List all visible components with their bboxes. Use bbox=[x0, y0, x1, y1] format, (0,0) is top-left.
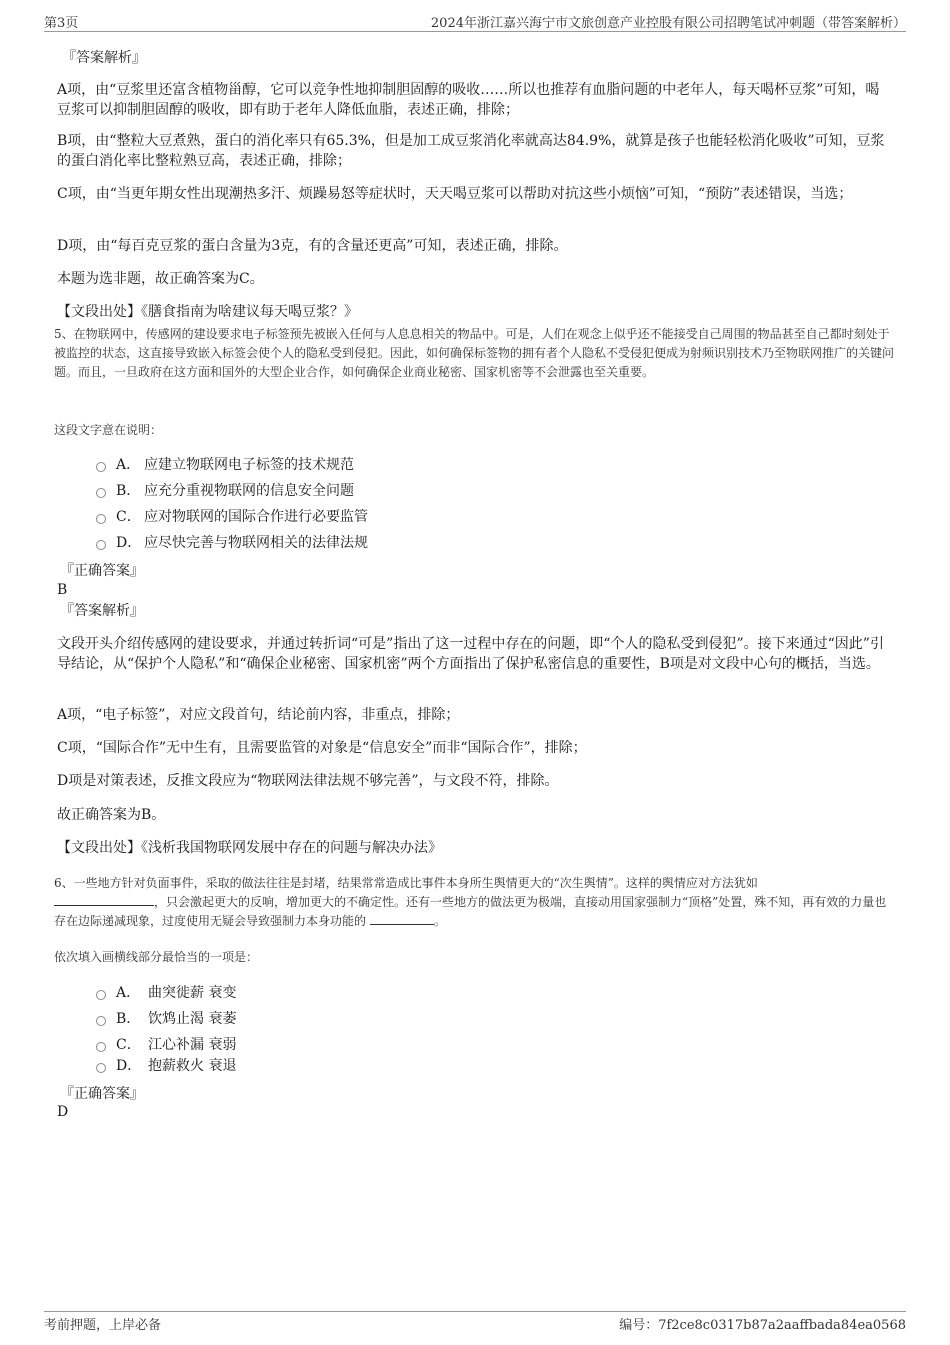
radio-icon[interactable] bbox=[96, 1042, 106, 1052]
analysis-option-c: C项，由“当更年期女性出现潮热多汗、烦躁易怒等症状时，天天喝豆浆可以帮助对抗这些小烦恼”可知，“预防”表述错误，当选； bbox=[57, 186, 853, 202]
correct-answer: B bbox=[57, 582, 68, 598]
radio-icon[interactable] bbox=[96, 462, 106, 472]
question-5-option-d[interactable]: D． 应尽快完善与物联网相关的法律法规 bbox=[96, 533, 368, 553]
page-number: 第3页 bbox=[44, 16, 79, 31]
question-5-stem: 5、在物联网中，传感网的建设要求电子标签预先被嵌入任何与人息息相关的物品中。可是，人们在观念上似乎还不能接受自己周围的物品甚至自己都时刻处于被监控的状态，这直接导致嵌入标签会使个人的隐私受到侵犯。因此，如何确保标签物的拥有者个人隐私不受侵犯便成为射频识别技术乃至物联网推广的关键问题。而且，一旦政府在这方面和国外的大型企业合作，如何确保企业商业秘密、国家机密等不会泄露也至关重要。 bbox=[54, 327, 895, 379]
footer-divider bbox=[44, 1311, 906, 1312]
passage-source: 【文段出处】《膳食指南为啥建议每天喝豆浆？》 bbox=[57, 304, 358, 320]
radio-icon[interactable] bbox=[96, 990, 106, 1000]
document-title: 2024年浙江嘉兴海宁市文旅创意产业控股有限公司招聘笔试冲刺题（带答案解析） bbox=[430, 16, 906, 31]
answer-blank-2 bbox=[370, 912, 434, 925]
analysis-conclusion: 本题为选非题，故正确答案为C。 bbox=[57, 271, 264, 287]
radio-icon[interactable] bbox=[96, 1063, 106, 1073]
analysis-option-d: D项，由“每百克豆浆的蛋白含量为3克，有的含量还更高”可知，表述正确，排除。 bbox=[57, 238, 568, 254]
analysis-option-a: A项，由“豆浆里还富含植物甾醇，它可以竞争性地抑制胆固醇的吸收……所以也推荐有血脂问题的中老年人，每天喝杯豆浆”可知，喝豆浆可以抑制胆固醇的吸收，即有助于老年人降低血脂，表述正确，排除； bbox=[57, 82, 880, 118]
analysis-conclusion: 故正确答案为B。 bbox=[57, 807, 166, 823]
analysis-option-b: B项，由“整粒大豆煮熟，蛋白的消化率只有65.3%，但是加工成豆浆消化率就高达84.9%，就算是孩子也能轻松消化吸收”可知，豆浆的蛋白消化率比整粒熟豆高，表述正确，排除； bbox=[57, 133, 885, 169]
header-divider bbox=[44, 31, 906, 32]
question-5-option-a[interactable]: A． 应建立物联网电子标签的技术规范 bbox=[96, 455, 354, 475]
question-6-stem: 6、一些地方针对负面事件，采取的做法往往是封堵，结果常常造成比事件本身所生舆情更大的“次生舆情”。这样的舆情应对方法犹如 ，只会激起更大的反响，增加更大的不确定性。还有一些地方的做法更为极端，直接动用国家强制力“顶格”处置，殊不知，再有效的力量也存在边际递减现象，过度使用无疑会导致强制力本身功能的 。 bbox=[54, 876, 887, 928]
analysis-option-c: C项，“国际合作”无中生有，且需要监管的对象是“信息安全”而非“国际合作”，排除； bbox=[57, 740, 587, 756]
radio-icon[interactable] bbox=[96, 1016, 106, 1026]
analysis-option-d: D项是对策表述，反推文段应为“物联网法律法规不够完善”，与文段不符，排除。 bbox=[57, 773, 559, 789]
question-6-option-c[interactable]: C． 江心补漏 衰弱 bbox=[96, 1035, 236, 1055]
footer-slogan: 考前押题，上岸必备 bbox=[44, 1318, 162, 1333]
answer-heading: 『正确答案』 bbox=[60, 563, 144, 579]
question-5-option-c[interactable]: C． 应对物联网的国际合作进行必要监管 bbox=[96, 507, 368, 527]
question-5-option-b[interactable]: B． 应充分重视物联网的信息安全问题 bbox=[96, 481, 354, 501]
document-id: 编号：7f2ce8c0317b87a2aaffbada84ea0568 bbox=[619, 1318, 906, 1333]
radio-icon[interactable] bbox=[96, 514, 106, 524]
question-6-option-b[interactable]: B． 饮鸩止渴 衰萎 bbox=[96, 1009, 236, 1029]
answer-heading: 『正确答案』 bbox=[60, 1086, 144, 1102]
radio-icon[interactable] bbox=[96, 540, 106, 550]
radio-icon[interactable] bbox=[96, 488, 106, 498]
question-5-prompt: 这段文字意在说明： bbox=[54, 423, 163, 437]
analysis-main: 文段开头介绍传感网的建设要求，并通过转折词“可是”指出了这一过程中存在的问题，即“个人的隐私受到侵犯”。接下来通过“因此”引导结论，从“保护个人隐私”和“确保企业秘密、国家机密”两个方面指出了保护私密信息的重要性，B项是对文段中心句的概括，当选。 bbox=[57, 636, 884, 672]
correct-answer: D bbox=[57, 1104, 69, 1120]
analysis-heading: 『答案解析』 bbox=[62, 50, 146, 66]
analysis-heading: 『答案解析』 bbox=[60, 603, 144, 619]
answer-blank-1 bbox=[54, 893, 154, 906]
question-6-option-d[interactable]: D． 抱薪救火 衰退 bbox=[96, 1056, 236, 1076]
passage-source: 【文段出处】《浅析我国物联网发展中存在的问题与解决办法》 bbox=[57, 840, 442, 856]
analysis-option-a: A项，“电子标签”，对应文段首句，结论前内容，非重点，排除； bbox=[57, 707, 460, 723]
question-6-option-a[interactable]: A． 曲突徙薪 衰变 bbox=[96, 983, 236, 1003]
question-6-prompt: 依次填入画横线部分最恰当的一项是： bbox=[54, 950, 259, 964]
